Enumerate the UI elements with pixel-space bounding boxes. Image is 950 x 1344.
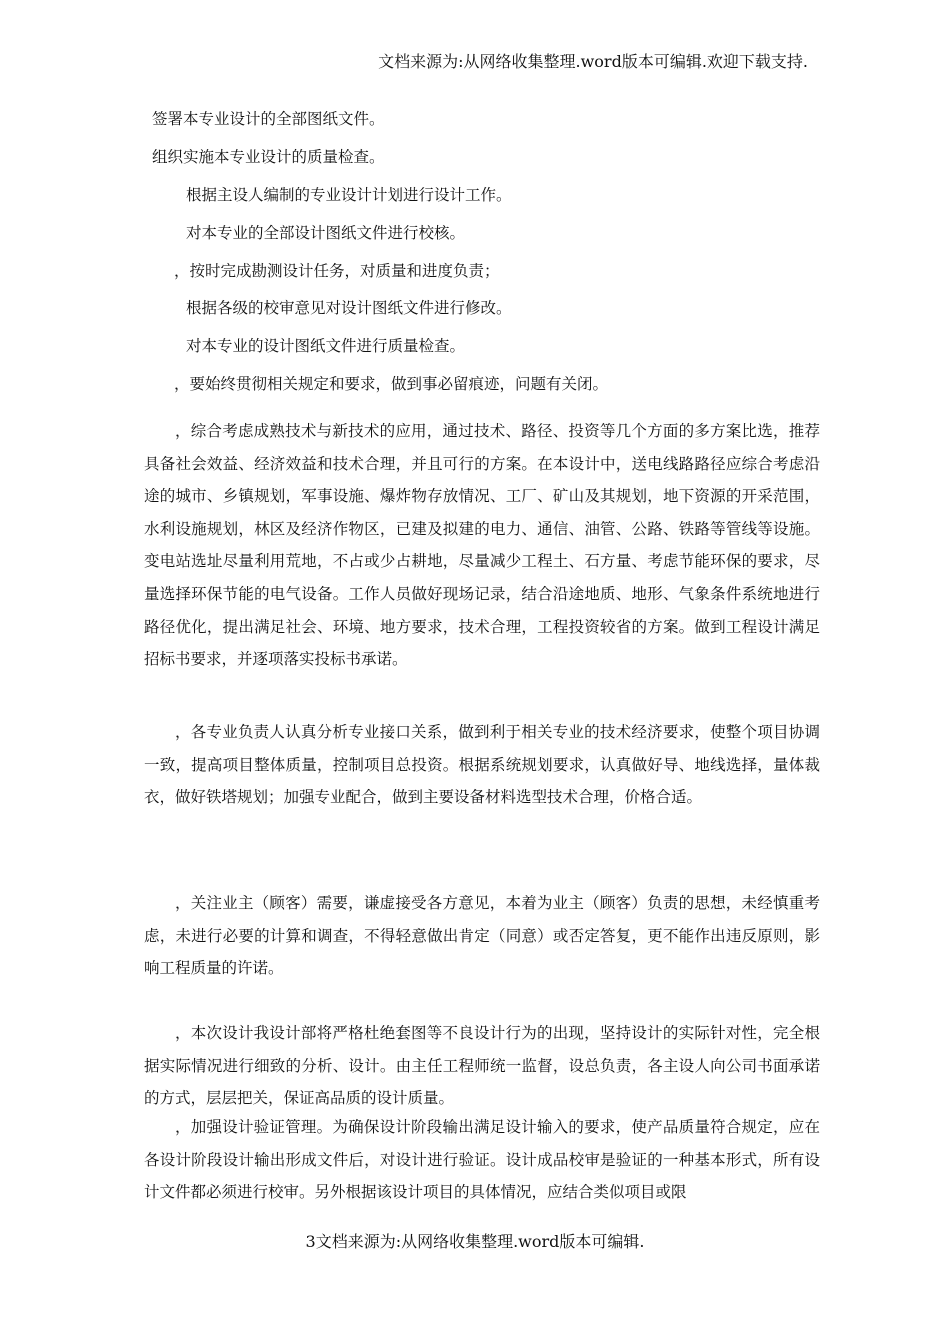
body-paragraph: ，各专业负责人认真分析专业接口关系，做到利于相关专业的技术经济要求，使整个项目协调一致，提高项目整体质量，控制项目总投资。根据系统规划要求，认真做好导、地线选择，量体裁衣，做好铁塔规划；加强专业配合，做到主要设备材料选型技术合理，价格合适。: [144, 723, 820, 807]
body-paragraph: ，关注业主（顾客）需要，谦虚接受各方意见，本着为业主（顾客）负责的思想，未经慎重考虑，未进行必要的计算和调查，不得轻意做出肯定（同意）或否定答复，更不能作出违反原则，影响工程质量的许诺。: [144, 894, 820, 978]
body-paragraph: ，本次设计我设计部将严格杜绝套图等不良设计行为的出现，坚持设计的实际针对性，完全根据实际情况进行细致的分析、设计。由主任工程师统一监督，设总负责，各主设人向公司书面承诺的方式，层层把关，保证高品质的设计质量。: [144, 1024, 820, 1108]
list-item: ，要始终贯彻相关规定和要求，做到事必留痕迹，问题有关闭。: [174, 375, 609, 393]
list-item: ，按时完成勘测设计任务，对质量和进度负责；: [174, 262, 500, 280]
list-item: 签署本专业设计的全部图纸文件。: [152, 110, 385, 128]
page-number: 3: [305, 1232, 316, 1251]
page-footer: [0, 1230, 950, 1254]
list-item: 对本专业的设计图纸文件进行质量检查。: [186, 337, 466, 355]
body-paragraph: ，加强设计验证管理。为确保设计阶段输出满足设计输入的要求，使产品质量符合规定，应在各设计阶段设计输出形成文件后，对设计进行验证。设计成品校审是验证的一种基本形式，所有设计文件都必须进行校审。另外根据该设计项目的具体情况，应结合类似项目或限: [144, 1118, 820, 1202]
list-item: 组织实施本专业设计的质量检查。: [152, 148, 385, 166]
list-item: 根据各级的校审意见对设计图纸文件进行修改。: [186, 299, 512, 317]
body-paragraph: ，综合考虑成熟技术与新技术的应用，通过技术、路径、投资等几个方面的多方案比选，推荐具备社会效益、经济效益和技术合理，并且可行的方案。在本设计中，送电线路路径应综合考虑沿途的城市、乡镇规划，军事设施、爆炸物存放情况、工厂、矿山及其规划，地下资源的开采范围，水利设施规划，林区及经济作物区，已建及拟建的电力、通信、油管、公路、铁路等管线等设施。变电站选址尽量利用荒地，不占或少占耕地，尽量减少工程土、石方量、考虑节能环保的要求，尽量选择环保节能的电气设备。工作人员做好现场记录，结合沿途地质、地形、气象条件系统地进行路径优化，提出满足社会、环境、地方要求，技术合理，工程投资较省的方案。做到工程设计满足招标书要求，并逐项落实投标书承诺。: [144, 422, 820, 669]
list-item: 根据主设人编制的专业设计计划进行设计工作。: [186, 186, 512, 204]
page-header: 文档来源为:从网络收集整理.word版本可编辑.欢迎下载支持.: [378, 52, 808, 71]
list-item: 对本专业的全部设计图纸文件进行校核。: [186, 224, 466, 242]
footer-source-note: 文档来源为:从网络收集整理.word版本可编辑.: [315, 1232, 645, 1251]
